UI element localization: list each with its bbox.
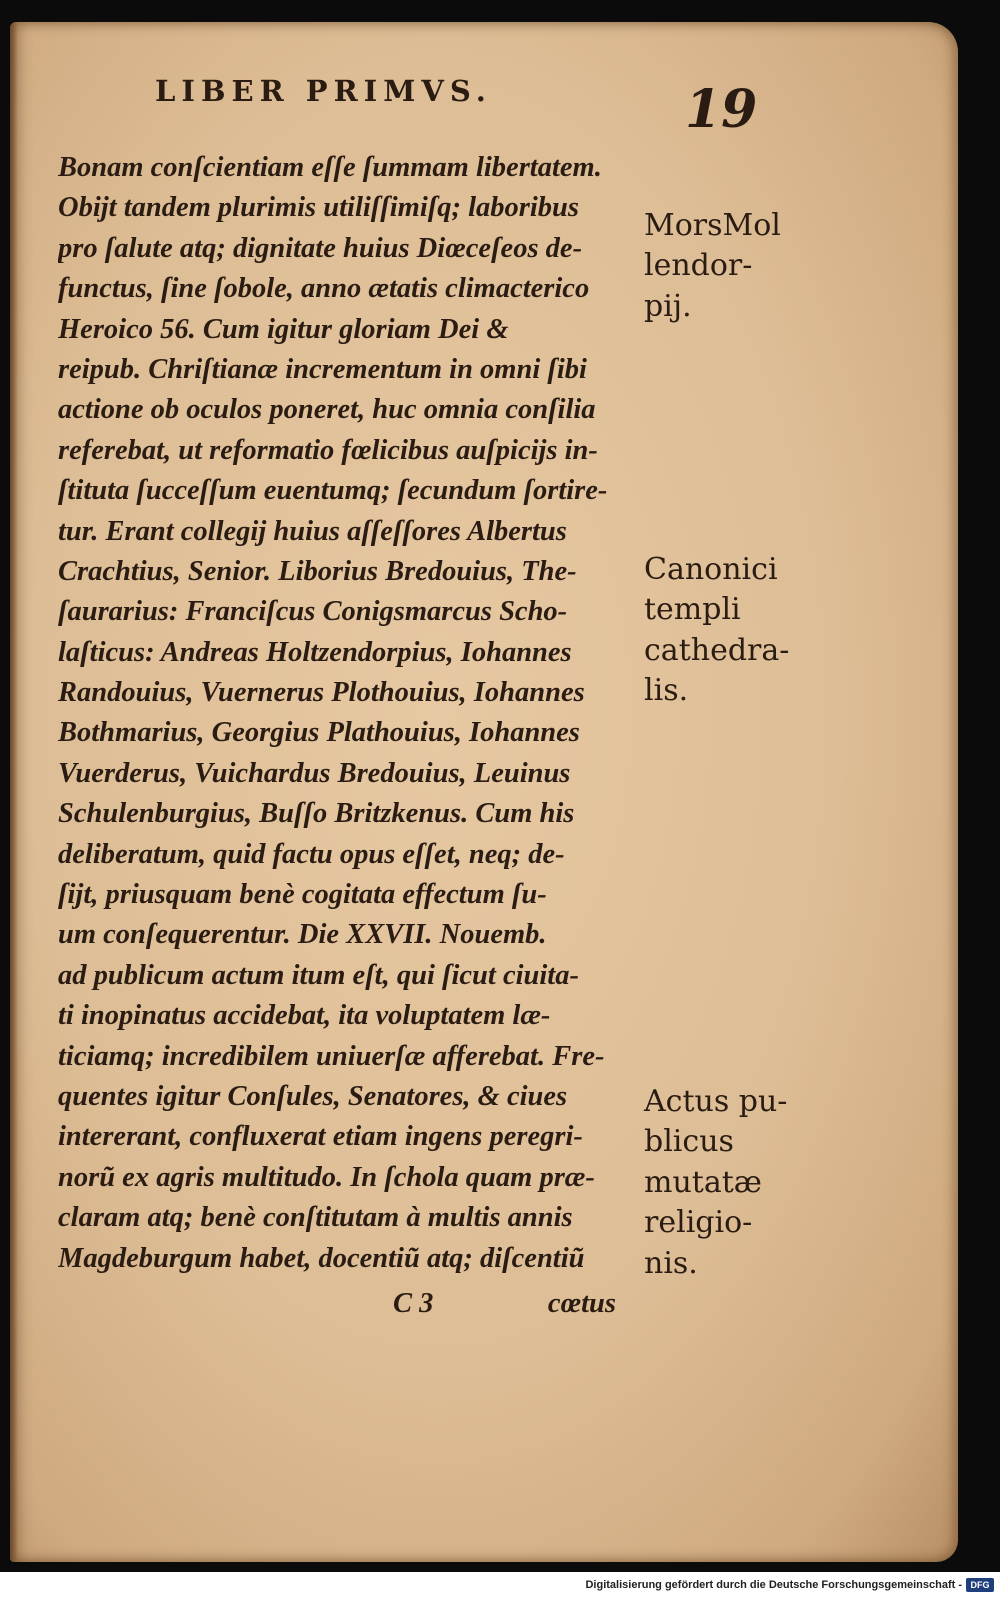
margin-note-line: lendor- bbox=[644, 248, 753, 284]
text-line: Vuerderus, Vuichardus Bredouius, Leuinus bbox=[58, 757, 571, 789]
text-line: actione ob oculos poneret, huc omnia conſilia bbox=[58, 394, 596, 426]
text-line: pro ſalute atq; dignitate huius Diœceſeos de- bbox=[58, 232, 583, 264]
catchline bbox=[58, 1284, 628, 1324]
text-line: deliberatum, quid factu opus eſſet, neq; de- bbox=[58, 838, 565, 870]
funding-credit: Digitalisierung gefördert durch die Deutsche Forschungsgemeinschaft - bbox=[585, 1579, 962, 1591]
body-text bbox=[58, 148, 633, 1279]
text-line: intererant, confluxerat etiam ingens peregri- bbox=[58, 1121, 583, 1153]
text-line: ticiamq; incredibilem uniuerſæ afferebat. Fre- bbox=[58, 1040, 605, 1072]
text-line: um conſequerentur. Die XXVII. Nouemb. bbox=[58, 919, 547, 951]
margin-note-line: pij. bbox=[644, 288, 692, 324]
text-line: laſticus: Andreas Holtzendorpius, Iohannes bbox=[58, 636, 572, 668]
margin-note-actus bbox=[644, 1082, 819, 1284]
text-line: Heroico 56. Cum igitur gloriam Dei & bbox=[58, 313, 509, 345]
catchword: cœtus bbox=[547, 1288, 616, 1319]
margin-note-line: mutatæ bbox=[644, 1164, 762, 1200]
margin-note-line: religio- bbox=[644, 1205, 753, 1241]
margin-note-line: nis. bbox=[644, 1245, 698, 1281]
page-gutter-shadow bbox=[10, 22, 18, 1562]
margin-note-line: blicus bbox=[644, 1124, 734, 1160]
text-line: referebat, ut reformatio fœlicibus auſpicijs in- bbox=[58, 434, 598, 466]
running-head: LIBER PRIMVS. bbox=[155, 74, 492, 108]
text-line: Randouius, Vuernerus Plothouius, Iohannes bbox=[58, 677, 585, 709]
text-line: quentes igitur Conſules, Senatores, & ciues bbox=[58, 1080, 568, 1112]
text-line: tur. Erant collegij huius aſſeſſores Albertus bbox=[58, 515, 567, 547]
text-line: Bonam conſcientiam eſſe ſummam libertatem. bbox=[58, 152, 602, 183]
text-line: Magdeburgum habet, docentiũ atq; diſcentiũ bbox=[58, 1242, 585, 1274]
page-number: 19 bbox=[685, 79, 758, 140]
text-line: functus, ſine ſobole, anno ætatis climacterico bbox=[58, 273, 590, 305]
text-line: Schulenburgius, Buſſo Britzkenus. Cum his bbox=[58, 798, 575, 830]
signature-mark: C 3 bbox=[393, 1288, 434, 1319]
text-line: claram atq; benè conſtitutam à multis annis bbox=[58, 1202, 573, 1234]
text-line: Crachtius, Senior. Liborius Bredouius, The- bbox=[58, 555, 577, 587]
text-line: ad publicum actum itum eſt, qui ſicut ciuita- bbox=[58, 959, 579, 991]
text-line: norũ ex agris multitudo. In ſchola quam præ- bbox=[58, 1161, 595, 1193]
margin-note-line: Canonici bbox=[644, 552, 778, 587]
text-line: ſtituta ſucceſſum euentumq; ſecundum ſortire- bbox=[58, 475, 608, 507]
margin-note-canonici bbox=[644, 550, 819, 712]
margin-note-line: lis. bbox=[644, 673, 689, 709]
text-line: Bothmarius, Georgius Plathouius, Iohannes bbox=[58, 717, 580, 749]
margin-note-line: MorsMol bbox=[644, 208, 781, 243]
text-line: reipub. Chriſtianæ incrementum in omni ſibi bbox=[58, 353, 587, 385]
text-line: ti inopinatus accidebat, ita voluptatem læ- bbox=[58, 1000, 551, 1032]
text-line: ſijt, priusquam benè cogitata effectum ſu- bbox=[58, 879, 547, 911]
margin-note-line: cathedra- bbox=[644, 632, 790, 668]
text-line: ſaurarius: Franciſcus Conigsmarcus Scho- bbox=[58, 596, 568, 628]
dfg-logo: DFG bbox=[966, 1578, 994, 1592]
margin-note-line: templi bbox=[644, 592, 741, 628]
book-page bbox=[10, 22, 958, 1562]
text-line: Obijt tandem plurimis utiliſſimiſq; laboribus bbox=[58, 192, 579, 224]
margin-note-line: Actus pu- bbox=[644, 1084, 788, 1119]
margin-note-mors bbox=[644, 206, 819, 327]
